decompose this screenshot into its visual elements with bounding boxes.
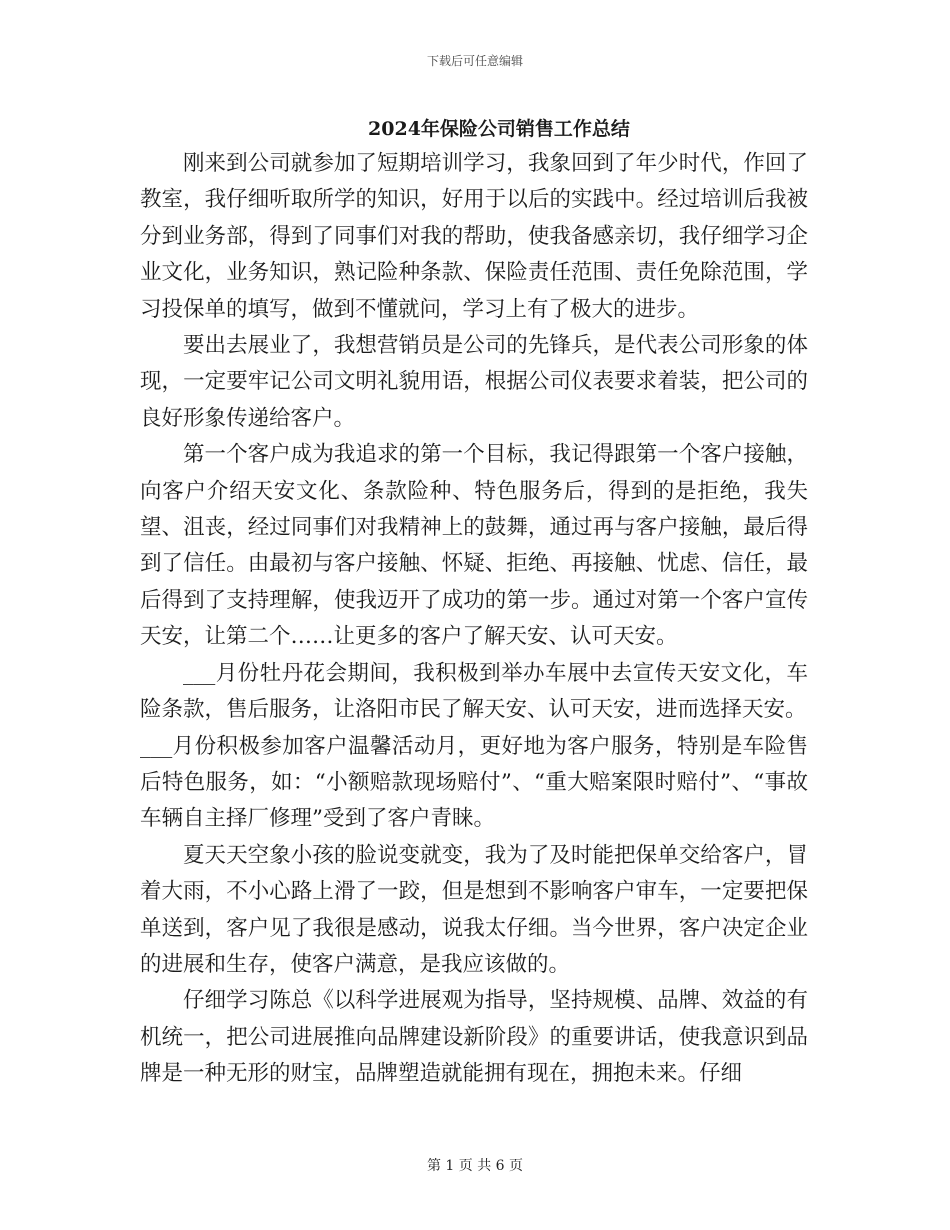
- header-note: 下载后可任意编辑: [426, 54, 523, 68]
- paragraph: 第一个客户成为我追求的第一个目标，我记得跟第一个客户接触，向客户介绍天安文化、条款险种、特色服务后，得到的是拒绝，我失望、沮丧，经过同事们对我精神上的鼓舞，通过再与客户接触，最后得到了信任。由最初与客户接触、怀疑、拒绝、再接触、忧虑、信任，最后得到了支持理解，使我迈开了成功的第一步。通过对第一个客户宣传天安，让第二个……让更多的客户了解天安、认可天安。: [140, 442, 808, 650]
- paragraph: ___月份积极参加客户温馨活动月，更好地为客户服务，特别是车险售后特色服务，如：“小额赔款现场赔付”、“重大赔案限时赔付”、“事故车辆自主择厂修理”受到了客户青睐。: [140, 733, 808, 832]
- paragraph: 夏天天空象小孩的脸说变就变，我为了及时能把保单交给客户，冒着大雨，不小心路上滑了一跤，但是想到不影响客户审车，一定要把保单送到，客户见了我很是感动，说我太仔细。当今世界，客户决定企业的进展和生存，使客户满意，是我应该做的。: [140, 842, 808, 977]
- document-body: [140, 146, 808, 1093]
- paragraph: 要出去展业了，我想营销员是公司的先锋兵，是代表公司形象的体现，一定要牢记公司文明礼貌用语，根据公司仪表要求着装，把公司的良好形象传递给客户。: [140, 333, 808, 431]
- document-title: 2024年保险公司销售工作总结: [368, 118, 630, 140]
- paragraph: 仔细学习陈总《以科学进展观为指导，坚持规模、品牌、效益的有机统一，把公司进展推向品牌建设新阶段》的重要讲话，使我意识到品牌是一种无形的财宝，品牌塑造就能拥有现在，拥抱未来。仔细: [140, 988, 808, 1087]
- page-number: 第 1 页 共 6 页: [426, 1158, 524, 1174]
- paragraph: 刚来到公司就参加了短期培训学习，我象回到了年少时代，作回了教室，我仔细听取所学的知识，好用于以后的实践中。经过培训后我被分到业务部，得到了同事们对我的帮助，使我备感亲切，我仔细学习企业文化，业务知识，熟记险种条款、保险责任范围、责任免除范围，学习投保单的填写，做到不懂就问，学习上有了极大的进步。: [140, 151, 808, 322]
- paragraph: ___月份牡丹花会期间，我积极到举办车展中去宣传天安文化，车险条款，售后服务，让洛阳市民了解天安、认可天安，进而选择天安。: [140, 660, 808, 723]
